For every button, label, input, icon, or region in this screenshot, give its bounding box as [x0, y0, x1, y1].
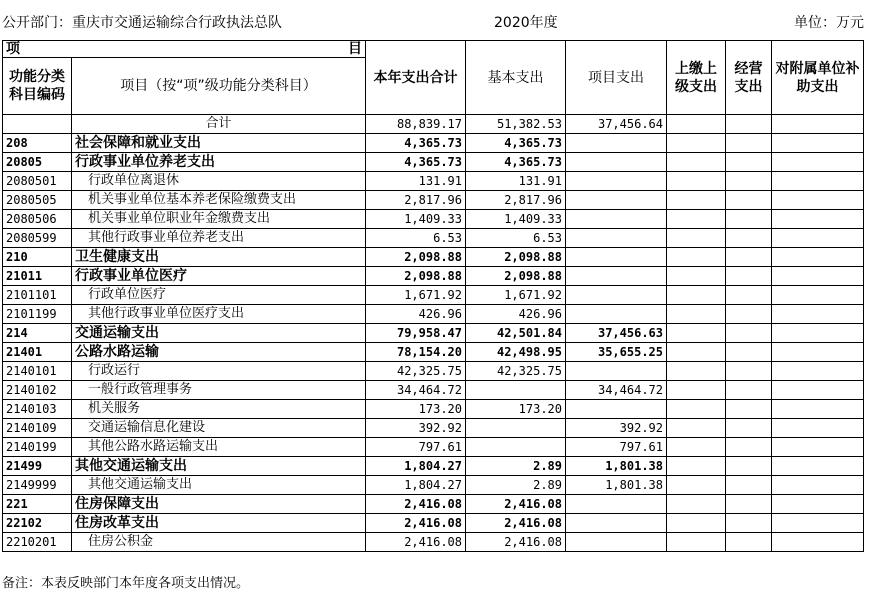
name-cell: 住房公积金 — [72, 533, 366, 552]
name-cell: 行政单位医疗 — [72, 286, 366, 305]
project-cell: 35,655.25 — [566, 343, 667, 362]
code-cell: 2140101 — [3, 362, 72, 381]
business-cell — [726, 172, 772, 191]
year-label: 2020年度 — [494, 15, 558, 31]
subsidy-cell — [772, 267, 864, 286]
report-header — [0, 0, 870, 40]
table-row — [3, 134, 864, 153]
name-cell: 行政单位离退休 — [72, 172, 366, 191]
subsidy-cell — [772, 533, 864, 552]
business-cell — [726, 400, 772, 419]
business-column-header: 经营支出 — [726, 41, 772, 115]
project-cell — [566, 533, 667, 552]
subsidy-cell — [772, 286, 864, 305]
total-cell: 2,416.08 — [366, 514, 466, 533]
basic-cell: 2.89 — [466, 476, 566, 495]
total-cell: 2,416.08 — [366, 495, 466, 514]
project-cell — [566, 267, 667, 286]
total-cell: 1,804.27 — [366, 457, 466, 476]
code-cell: 2210201 — [3, 533, 72, 552]
upper-cell — [667, 210, 726, 229]
table-row — [3, 286, 864, 305]
subsidy-cell — [772, 362, 864, 381]
basic-cell: 2,817.96 — [466, 191, 566, 210]
upper-cell — [667, 267, 726, 286]
project-cell — [566, 153, 667, 172]
table-row — [3, 495, 864, 514]
subsidy-cell — [772, 229, 864, 248]
name-cell: 卫生健康支出 — [72, 248, 366, 267]
business-cell — [726, 495, 772, 514]
upper-cell — [667, 172, 726, 191]
code-cell: 2149999 — [3, 476, 72, 495]
total-cell: 797.61 — [366, 438, 466, 457]
code-cell: 2140102 — [3, 381, 72, 400]
business-cell — [726, 381, 772, 400]
name-cell: 机关事业单位职业年金缴费支出 — [72, 210, 366, 229]
upper-cell — [667, 153, 726, 172]
project-cell: 1,801.38 — [566, 457, 667, 476]
total-cell: 173.20 — [366, 400, 466, 419]
subsidy-cell — [772, 210, 864, 229]
business-cell — [726, 476, 772, 495]
upper-cell — [667, 115, 726, 134]
business-cell — [726, 191, 772, 210]
name-cell: 其他行政事业单位养老支出 — [72, 229, 366, 248]
business-cell — [726, 134, 772, 153]
subsidy-cell — [772, 305, 864, 324]
business-cell — [726, 438, 772, 457]
project-cell — [566, 191, 667, 210]
table-row — [3, 514, 864, 533]
subsidy-cell — [772, 495, 864, 514]
project-cell — [566, 286, 667, 305]
subsidy-cell — [772, 115, 864, 134]
total-column-header: 本年支出合计 — [366, 41, 466, 115]
total-cell: 78,154.20 — [366, 343, 466, 362]
item-header — [3, 41, 366, 58]
table-row — [3, 324, 864, 343]
table-row — [3, 248, 864, 267]
code-column-header: 功能分类科目编码 — [3, 58, 72, 115]
subsidy-cell — [772, 324, 864, 343]
name-cell: 其他行政事业单位医疗支出 — [72, 305, 366, 324]
upper-cell — [667, 400, 726, 419]
name-cell: 其他交通运输支出 — [72, 457, 366, 476]
total-cell: 88,839.17 — [366, 115, 466, 134]
name-cell: 交通运输支出 — [72, 324, 366, 343]
project-cell — [566, 495, 667, 514]
upper-cell — [667, 191, 726, 210]
item-header-left: 项 — [6, 41, 20, 57]
table-row — [3, 210, 864, 229]
subsidy-cell — [772, 172, 864, 191]
basic-column-header: 基本支出 — [466, 41, 566, 115]
table-row — [3, 381, 864, 400]
upper-cell — [667, 457, 726, 476]
code-cell: 214 — [3, 324, 72, 343]
basic-cell: 42,501.84 — [466, 324, 566, 343]
name-cell: 其他交通运输支出 — [72, 476, 366, 495]
basic-cell — [466, 438, 566, 457]
subsidy-cell — [772, 153, 864, 172]
total-cell: 2,098.88 — [366, 267, 466, 286]
table-row — [3, 343, 864, 362]
total-cell: 2,098.88 — [366, 248, 466, 267]
project-cell — [566, 172, 667, 191]
unit-label: 单位：万元 — [794, 15, 864, 31]
basic-cell: 1,409.33 — [466, 210, 566, 229]
business-cell — [726, 153, 772, 172]
upper-cell — [667, 362, 726, 381]
upper-cell — [667, 248, 726, 267]
total-cell: 34,464.72 — [366, 381, 466, 400]
total-cell: 131.91 — [366, 172, 466, 191]
project-cell — [566, 362, 667, 381]
upper-cell — [667, 343, 726, 362]
business-cell — [726, 267, 772, 286]
business-cell — [726, 210, 772, 229]
basic-cell: 2,416.08 — [466, 533, 566, 552]
code-cell: 2101101 — [3, 286, 72, 305]
basic-cell: 51,382.53 — [466, 115, 566, 134]
code-cell: 210 — [3, 248, 72, 267]
table-row — [3, 419, 864, 438]
upper-cell — [667, 533, 726, 552]
table-row — [3, 533, 864, 552]
code-cell: 221 — [3, 495, 72, 514]
upper-cell — [667, 286, 726, 305]
item-header-right: 目 — [348, 41, 362, 57]
header-row-top — [3, 41, 864, 58]
name-cell: 行政运行 — [72, 362, 366, 381]
project-cell — [566, 400, 667, 419]
code-cell: 21011 — [3, 267, 72, 286]
subsidy-cell — [772, 457, 864, 476]
business-cell — [726, 343, 772, 362]
upper-cell — [667, 229, 726, 248]
table-row — [3, 229, 864, 248]
table-row — [3, 115, 864, 134]
upper-cell — [667, 514, 726, 533]
upper-cell — [667, 495, 726, 514]
business-cell — [726, 324, 772, 343]
subsidy-cell — [772, 419, 864, 438]
code-cell: 22102 — [3, 514, 72, 533]
upper-cell — [667, 324, 726, 343]
business-cell — [726, 533, 772, 552]
subsidy-cell — [772, 400, 864, 419]
name-cell: 住房保障支出 — [72, 495, 366, 514]
total-cell: 42,325.75 — [366, 362, 466, 381]
basic-cell: 4,365.73 — [466, 134, 566, 153]
total-cell: 79,958.47 — [366, 324, 466, 343]
basic-cell: 6.53 — [466, 229, 566, 248]
name-cell: 其他公路水路运输支出 — [72, 438, 366, 457]
basic-cell: 426.96 — [466, 305, 566, 324]
project-cell: 392.92 — [566, 419, 667, 438]
project-cell — [566, 305, 667, 324]
table-row — [3, 476, 864, 495]
upper-cell — [667, 419, 726, 438]
subsidy-cell — [772, 476, 864, 495]
table-row — [3, 153, 864, 172]
total-cell: 1,804.27 — [366, 476, 466, 495]
project-cell — [566, 248, 667, 267]
total-cell: 4,365.73 — [366, 134, 466, 153]
basic-cell: 2,098.88 — [466, 267, 566, 286]
code-cell: 2101199 — [3, 305, 72, 324]
code-cell: 2140103 — [3, 400, 72, 419]
name-cell: 交通运输信息化建设 — [72, 419, 366, 438]
upper-cell — [667, 476, 726, 495]
table-row — [3, 438, 864, 457]
subsidy-cell — [772, 248, 864, 267]
project-cell: 34,464.72 — [566, 381, 667, 400]
upper-cell — [667, 305, 726, 324]
footnote: 备注：本表反映部门本年度各项支出情况。 — [2, 576, 250, 591]
subsidy-cell — [772, 438, 864, 457]
name-cell: 住房改革支出 — [72, 514, 366, 533]
code-cell: 20805 — [3, 153, 72, 172]
code-cell: 21401 — [3, 343, 72, 362]
code-cell: 21499 — [3, 457, 72, 476]
subsidy-cell — [772, 191, 864, 210]
table-row — [3, 191, 864, 210]
department-label: 公开部门：重庆市交通运输综合行政执法总队 — [2, 15, 282, 31]
basic-cell: 2,416.08 — [466, 514, 566, 533]
basic-cell: 42,325.75 — [466, 362, 566, 381]
subsidy-column-header: 对附属单位补助支出 — [772, 41, 864, 115]
project-cell: 37,456.64 — [566, 115, 667, 134]
code-cell: 2080506 — [3, 210, 72, 229]
total-cell: 2,416.08 — [366, 533, 466, 552]
business-cell — [726, 229, 772, 248]
basic-cell: 2,416.08 — [466, 495, 566, 514]
table-row — [3, 267, 864, 286]
business-cell — [726, 248, 772, 267]
business-cell — [726, 286, 772, 305]
name-cell: 行政事业单位养老支出 — [72, 153, 366, 172]
expenditure-table — [2, 40, 864, 552]
basic-cell: 42,498.95 — [466, 343, 566, 362]
name-cell: 行政事业单位医疗 — [72, 267, 366, 286]
name-cell: 合计 — [72, 115, 366, 134]
basic-cell: 2.89 — [466, 457, 566, 476]
total-cell: 6.53 — [366, 229, 466, 248]
subsidy-cell — [772, 514, 864, 533]
total-cell: 1,409.33 — [366, 210, 466, 229]
total-cell: 4,365.73 — [366, 153, 466, 172]
table-row — [3, 457, 864, 476]
project-cell — [566, 210, 667, 229]
upper-cell — [667, 134, 726, 153]
business-cell — [726, 115, 772, 134]
basic-cell — [466, 419, 566, 438]
table-row — [3, 362, 864, 381]
table-row — [3, 172, 864, 191]
basic-cell: 2,098.88 — [466, 248, 566, 267]
name-cell: 一般行政管理事务 — [72, 381, 366, 400]
subsidy-cell — [772, 381, 864, 400]
total-cell: 1,671.92 — [366, 286, 466, 305]
basic-cell: 173.20 — [466, 400, 566, 419]
upper-cell — [667, 381, 726, 400]
total-cell: 426.96 — [366, 305, 466, 324]
code-cell: 2140109 — [3, 419, 72, 438]
subsidy-cell — [772, 343, 864, 362]
project-cell — [566, 514, 667, 533]
business-cell — [726, 419, 772, 438]
basic-cell: 4,365.73 — [466, 153, 566, 172]
project-cell: 1,801.38 — [566, 476, 667, 495]
code-cell: 2140199 — [3, 438, 72, 457]
basic-cell: 1,671.92 — [466, 286, 566, 305]
business-cell — [726, 305, 772, 324]
business-cell — [726, 457, 772, 476]
name-cell: 社会保障和就业支出 — [72, 134, 366, 153]
name-cell: 机关事业单位基本养老保险缴费支出 — [72, 191, 366, 210]
project-cell: 797.61 — [566, 438, 667, 457]
basic-cell: 131.91 — [466, 172, 566, 191]
business-cell — [726, 362, 772, 381]
total-cell: 2,817.96 — [366, 191, 466, 210]
name-cell: 公路水路运输 — [72, 343, 366, 362]
code-cell: 2080505 — [3, 191, 72, 210]
basic-cell — [466, 381, 566, 400]
table-row — [3, 400, 864, 419]
project-column-header: 项目支出 — [566, 41, 667, 115]
business-cell — [726, 514, 772, 533]
subsidy-cell — [772, 134, 864, 153]
name-column-header: 项目（按“项”级功能分类科目） — [72, 58, 366, 115]
project-cell — [566, 134, 667, 153]
project-cell: 37,456.63 — [566, 324, 667, 343]
code-cell: 208 — [3, 134, 72, 153]
upper-column-header: 上缴上级支出 — [667, 41, 726, 115]
code-cell: 2080501 — [3, 172, 72, 191]
table-row — [3, 305, 864, 324]
code-cell — [3, 115, 72, 134]
code-cell: 2080599 — [3, 229, 72, 248]
name-cell: 机关服务 — [72, 400, 366, 419]
upper-cell — [667, 438, 726, 457]
project-cell — [566, 229, 667, 248]
total-cell: 392.92 — [366, 419, 466, 438]
